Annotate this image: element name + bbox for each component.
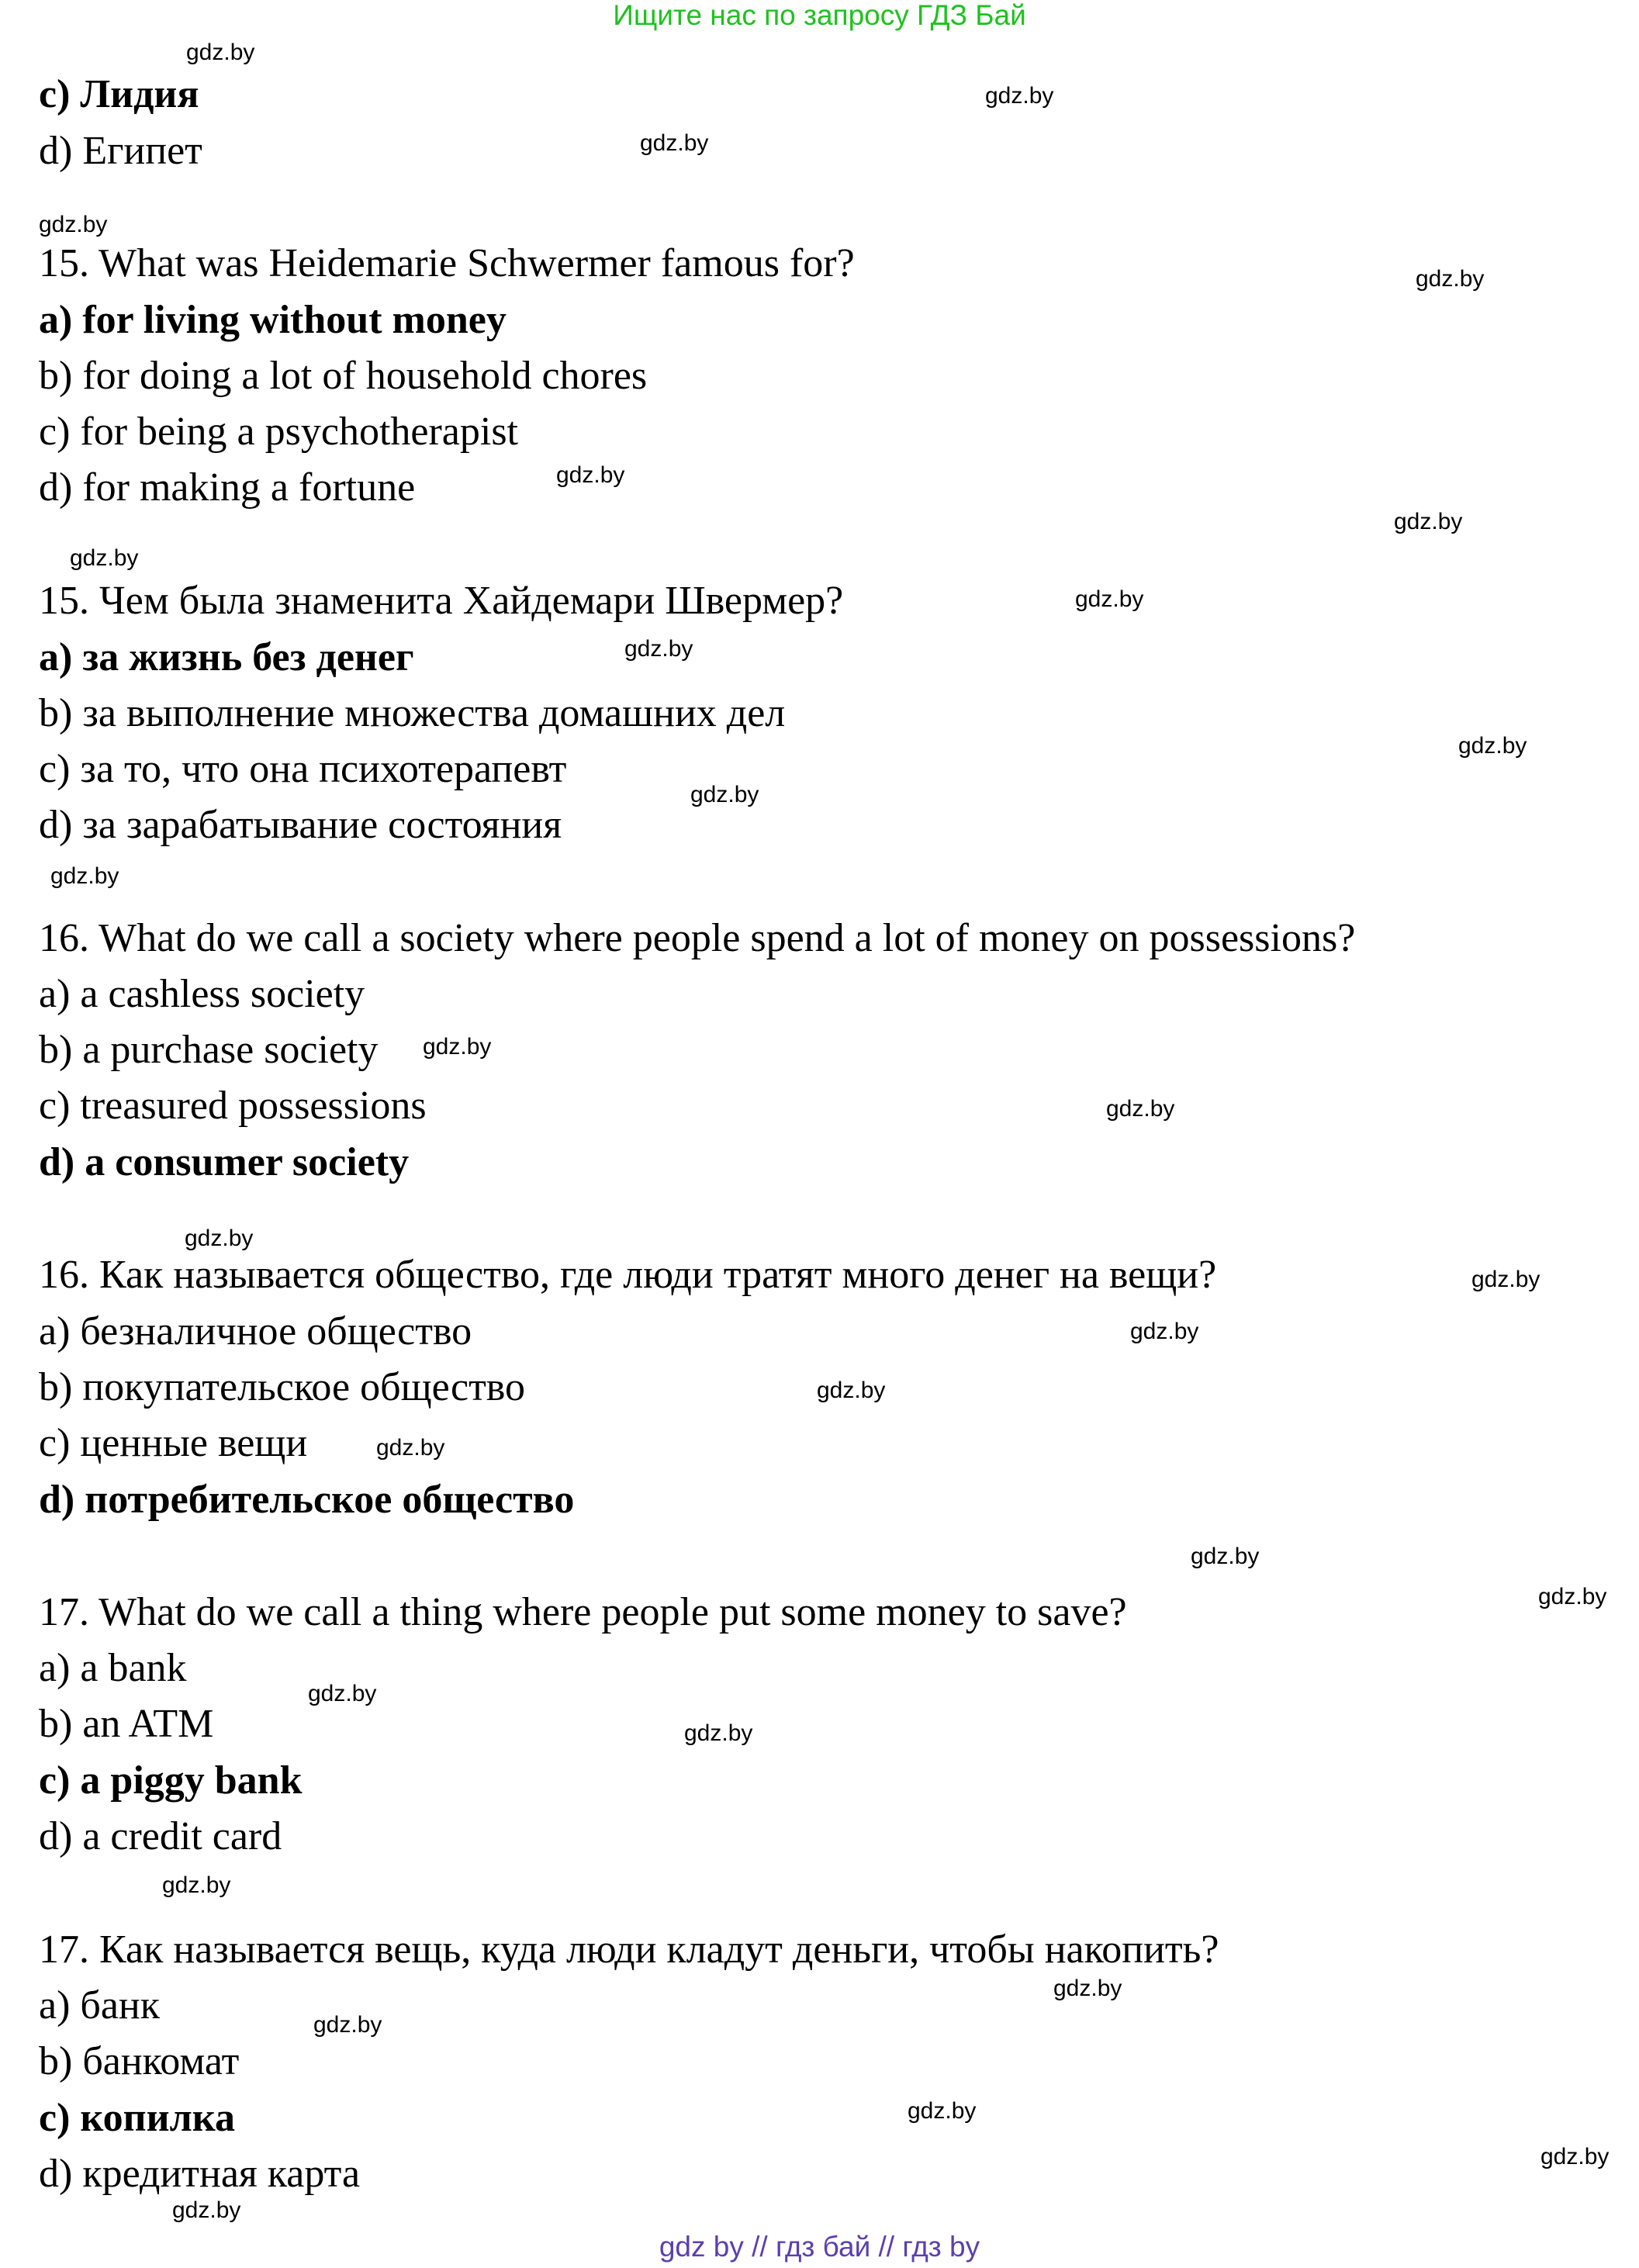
answer-line: c) treasured possessions	[39, 1084, 427, 1128]
watermark: gdz.by	[186, 40, 255, 65]
watermark: gdz.by	[1191, 1544, 1260, 1569]
question-line: 17. Как называется вещь, куда люди кладут деньги, чтобы накопить?	[39, 1927, 1219, 1972]
site-footer: gdz by // гдз бай // гдз by	[659, 2231, 980, 2263]
watermark: gdz.by	[690, 782, 759, 807]
watermark: gdz.by	[1075, 586, 1144, 612]
watermark: gdz.by	[1538, 1584, 1607, 1609]
answer-line: b) за выполнение множества домашних дел	[39, 691, 786, 735]
answer-line: d) Египет	[39, 129, 202, 173]
answer-line: c) for being a psychotherapist	[39, 410, 519, 454]
answer-line: d) for making a fortune	[39, 465, 416, 510]
watermark: gdz.by	[684, 1720, 753, 1746]
watermark: gdz.by	[162, 1872, 231, 1898]
watermark: gdz.by	[1130, 1319, 1199, 1344]
answer-line: d) a credit card	[39, 1814, 282, 1858]
answer-line: c) ценные вещи	[39, 1421, 308, 1465]
answer-line: d) потребительское общество	[39, 1478, 575, 1522]
answer-line: a) за жизнь без денег	[39, 635, 414, 679]
answer-line: a) for living without money	[39, 298, 507, 342]
answer-line: d) a consumer society	[39, 1140, 410, 1184]
watermark: gdz.by	[70, 545, 139, 571]
answer-line: b) банкомат	[39, 2039, 240, 2083]
answer-line: b) a purchase society	[39, 1028, 379, 1072]
watermark: gdz.by	[1540, 2144, 1610, 2169]
answer-line: a) банк	[39, 1983, 161, 2028]
watermark: gdz.by	[817, 1378, 886, 1403]
watermark: gdz.by	[908, 2098, 977, 2124]
answer-line: a) a bank	[39, 1646, 187, 1690]
answer-line: c) Лидия	[39, 72, 199, 116]
watermark: gdz.by	[1394, 509, 1463, 534]
watermark: gdz.by	[50, 863, 119, 889]
watermark: gdz.by	[556, 462, 625, 488]
question-line: 17. What do we call a thing where people put some money to save?	[39, 1590, 1127, 1634]
question-line: 15. What was Heidemarie Schwermer famous for?	[39, 241, 855, 285]
watermark: gdz.by	[39, 212, 108, 237]
watermark: gdz.by	[376, 1435, 445, 1461]
watermark: gdz.by	[185, 1226, 254, 1251]
search-hint-header: Ищите нас по запросу ГДЗ Бай	[613, 0, 1026, 31]
answer-line: d) кредитная карта	[39, 2152, 361, 2196]
watermark: gdz.by	[1471, 1267, 1540, 1292]
answer-line: b) покупательское общество	[39, 1365, 525, 1409]
watermark: gdz.by	[985, 83, 1054, 109]
answer-line: a) безналичное общество	[39, 1309, 472, 1354]
watermark: gdz.by	[423, 1034, 492, 1060]
watermark: gdz.by	[1106, 1096, 1175, 1122]
watermark: gdz.by	[624, 636, 693, 662]
answer-line: c) за то, что она психотерапевт	[39, 747, 567, 791]
watermark: gdz.by	[172, 2197, 241, 2223]
answer-line: b) for doing a lot of household chores	[39, 354, 648, 398]
answer-line: d) за зарабатывание состояния	[39, 803, 562, 847]
answer-line: a) a cashless society	[39, 972, 365, 1016]
answer-line: b) an ATM	[39, 1702, 214, 1746]
watermark: gdz.by	[640, 130, 709, 156]
watermark: gdz.by	[313, 2012, 382, 2038]
answer-line: c) a piggy bank	[39, 1758, 303, 1803]
answer-line: c) копилка	[39, 2096, 235, 2140]
watermark: gdz.by	[1053, 1976, 1122, 2001]
watermark: gdz.by	[1416, 266, 1485, 292]
question-line: 16. Как называется общество, где люди тратят много денег на вещи?	[39, 1253, 1217, 1297]
watermark: gdz.by	[308, 1681, 377, 1706]
watermark: gdz.by	[1458, 733, 1527, 759]
question-line: 15. Чем была знаменита Хайдемари Швермер?	[39, 579, 844, 623]
question-line: 16. What do we call a society where people spend a lot of money on possessions?	[39, 916, 1356, 960]
